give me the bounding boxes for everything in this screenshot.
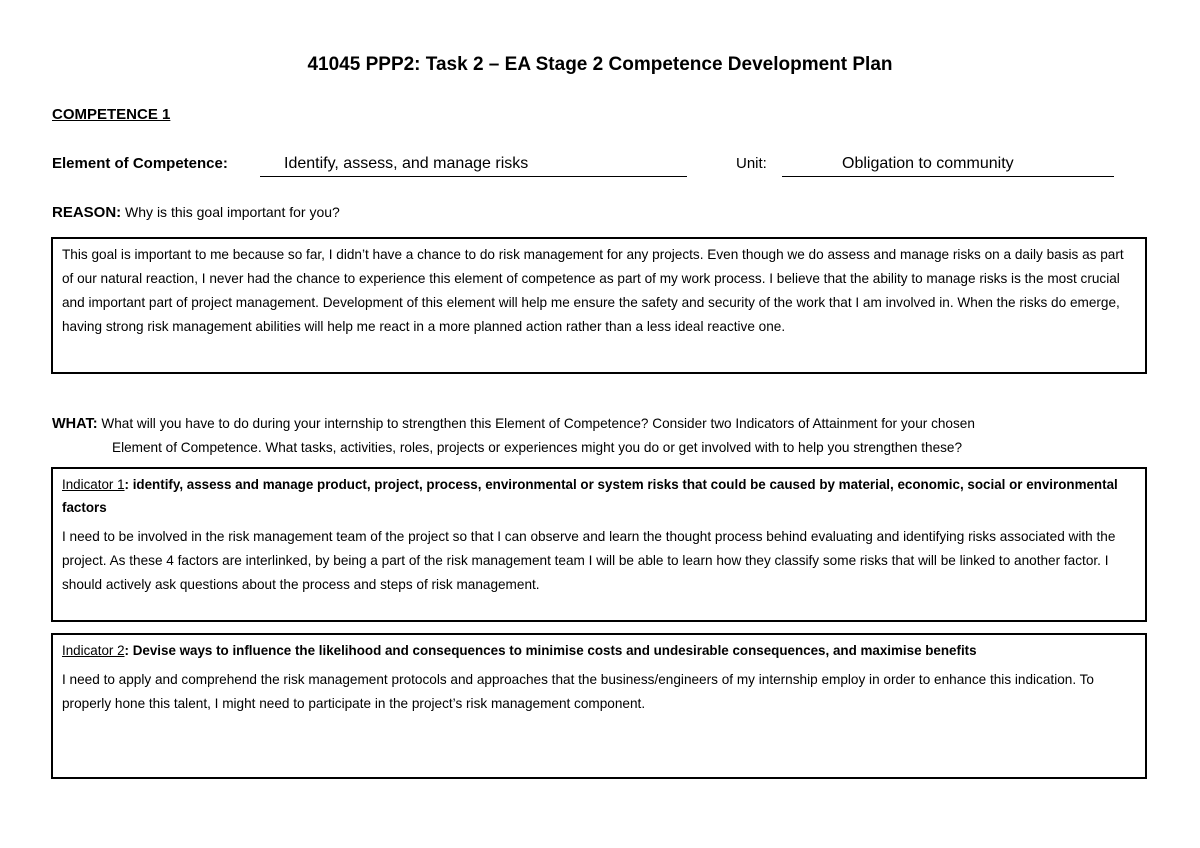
what-label: WHAT:: [52, 416, 98, 432]
indicator-2-body: I need to apply and comprehend the risk management protocols and approaches that the business/engineers of my internship employ in order to enhance this indication. To properly hone this talent, I might need to participate in the project’s risk management component.: [62, 672, 1094, 711]
element-unit-row: [52, 153, 1152, 181]
what-question-line1: What will you have to do during your internship to strengthen this Element of Competence? Consider two Indicators of Attainment for your chosen: [97, 416, 975, 431]
element-label: Element of Competence:: [52, 155, 228, 172]
unit-label: Unit:: [736, 155, 767, 172]
indicator-1-body: I need to be involved in the risk management team of the project so that I can observe and learn the thought process behind evaluating and identifying risks associated with the project. As these 4 factors are interlinked, by being a part of the risk management team I will be able to learn how they classify some risks that will be linked to another factor. I should actively ask questions about the process and steps of risk management.: [62, 529, 1116, 592]
competence-heading: COMPETENCE 1: [52, 106, 171, 123]
reason-prompt: [52, 204, 340, 221]
indicator-1-label: Indicator 1: [62, 477, 125, 492]
indicator-1-box: [51, 467, 1147, 622]
what-question-line2: Element of Competence. What tasks, activities, roles, projects or experiences might you do or get involved with to help you strengthen these?: [112, 440, 963, 455]
reason-answer-box: [51, 237, 1147, 374]
element-field: Identify, assess, and manage risks: [260, 153, 687, 177]
reason-question: Why is this goal important for you?: [121, 204, 340, 220]
reason-answer: This goal is important to me because so far, I didn’t have a chance to do risk management for any projects. Even though we do assess and manage risks on a daily basis as part of our natural reaction, I never had the chance to experience this element of competence as part of my work process. I believe that the ability to manage risks is the most crucial and important part of project management. Development of this element will help me ensure the safety and security of the work that I am involved in. When the risks do emerge, having strong risk management abilities will help me react in a more planned action rather than a less ideal reactive one.: [62, 247, 1124, 334]
page-title: 41045 PPP2: Task 2 – EA Stage 2 Competence Development Plan: [307, 54, 893, 75]
indicator-2-box: [51, 633, 1147, 779]
indicator-2-title: : Devise ways to influence the likelihood and consequences to minimise costs and undesirable consequences, and maximise benefits: [124, 643, 977, 658]
reason-label: REASON:: [52, 204, 122, 221]
indicator-2-heading: [62, 639, 1136, 662]
unit-field: Obligation to community: [782, 153, 1114, 177]
what-prompt: [52, 412, 1162, 459]
indicator-1-heading: [62, 473, 1136, 519]
indicator-1-title: : identify, assess and manage product, project, process, environmental or system risks that could be caused by material, economic, social or environmental factors: [62, 477, 1118, 515]
indicator-2-label: Indicator 2: [62, 643, 125, 658]
